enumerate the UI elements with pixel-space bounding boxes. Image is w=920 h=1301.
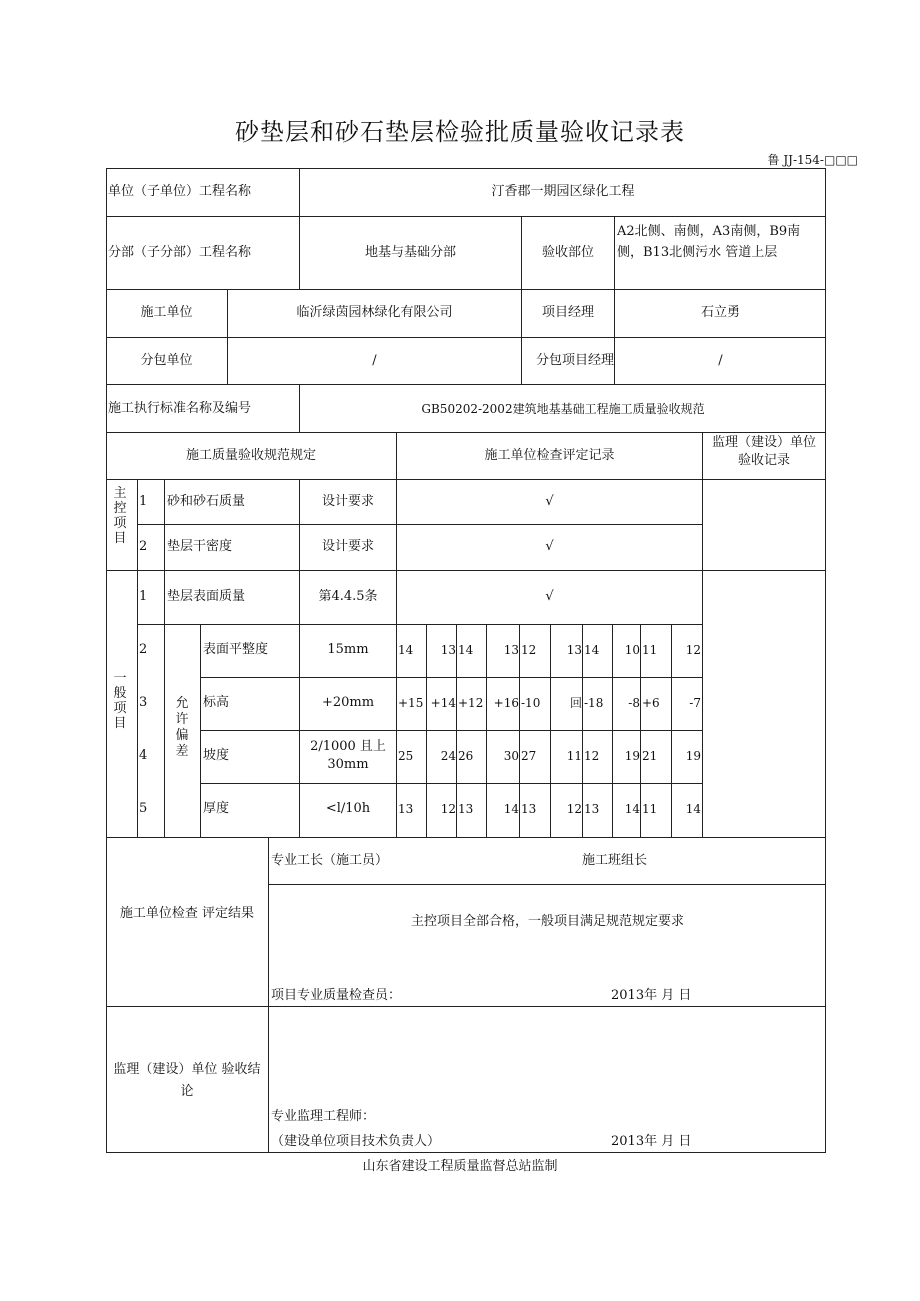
measure-value-cell: +6 — [642, 696, 660, 710]
general-item-1-name: 垫层表面质量 — [167, 589, 246, 604]
subdivision-value: 地基与基础分部 — [364, 245, 456, 260]
general-item-1-req: 第4.4.5条 — [318, 589, 378, 604]
measure-value-cell: 13 — [398, 802, 414, 816]
measure-value-cell: +12 — [458, 696, 484, 710]
contractor-label: 施工单位 — [140, 305, 193, 320]
measure-value-cell: 27 — [521, 749, 537, 763]
contractor-conclusion: 主控项目全部合格，一般项目满足规范规定要求 — [410, 914, 684, 929]
main-item-1-result: √ — [545, 494, 554, 509]
column-supervision: 监理（建设）单位验收记录 — [711, 435, 816, 468]
main-item-2-no: 2 — [139, 539, 148, 554]
measure-row-no: 5 — [139, 801, 148, 816]
measure-value-cell: +14 — [430, 696, 456, 710]
inspection-record-table — [106, 168, 826, 1153]
measure-row-no: 3 — [139, 695, 148, 710]
main-item-1-name: 砂和砂石质量 — [167, 494, 246, 509]
subcontractor-value: / — [372, 353, 377, 368]
main-items-label: 主控项目 — [113, 486, 127, 546]
measure-row-requirement: +20mm — [321, 695, 375, 710]
supervision-date: 2013年 月 日 — [611, 1134, 692, 1149]
measure-value-cell: 14 — [398, 643, 414, 657]
measure-value-cell: 14 — [458, 643, 474, 657]
unit-name-label: 单位（子单位）工程名称 — [108, 184, 252, 199]
acceptance-part-value: A2北侧、南侧，A3南侧，B9南侧，B13北侧污水 管道上层 — [617, 224, 801, 260]
measure-row-name: 坡度 — [203, 748, 230, 763]
measure-row-name: 标高 — [203, 695, 230, 710]
team-leader-label: 施工班组长 — [582, 853, 648, 868]
form-code: 鲁 JJ-154-□□□ — [767, 153, 858, 167]
measure-value-cell: 11 — [566, 749, 582, 763]
measure-value-cell: -18 — [584, 696, 604, 710]
measure-value-cell: +15 — [398, 696, 424, 710]
measure-row-name: 表面平整度 — [203, 642, 269, 657]
sub-pm-label: 分包项目经理 — [535, 353, 614, 368]
measure-value-cell: 13 — [458, 802, 474, 816]
measure-value-cell: 13 — [584, 802, 600, 816]
acceptance-part-label: 验收部位 — [541, 245, 594, 260]
measure-value-cell: 10 — [624, 643, 640, 657]
contractor-date: 2013年 月 日 — [611, 988, 692, 1003]
tolerance-label: 允许偏差 — [175, 696, 189, 759]
measure-value-cell: -8 — [628, 696, 640, 710]
measure-row-requirement: <l/10h — [325, 801, 371, 816]
main-item-2-name: 垫层干密度 — [167, 539, 233, 554]
measure-value-cell: -7 — [689, 696, 701, 710]
measure-value-cell: 11 — [642, 643, 658, 657]
measure-value-cell: -10 — [521, 696, 541, 710]
measure-value-cell: 12 — [685, 643, 701, 657]
foreman-label: 专业工长（施工员） — [271, 853, 389, 868]
general-items-label: 一般项目 — [113, 671, 127, 731]
column-check: 施工单位检查评定记录 — [484, 448, 615, 463]
subdivision-label: 分部（子分部）工程名称 — [108, 245, 252, 260]
measure-value-cell: 14 — [685, 802, 701, 816]
measure-row-no: 4 — [139, 748, 148, 763]
general-item-1-no: 1 — [139, 589, 148, 604]
measure-value-cell: 24 — [440, 749, 456, 763]
standard-label: 施工执行标准名称及编号 — [108, 401, 252, 416]
sub-pm-value: / — [718, 353, 723, 368]
subcontractor-label: 分包单位 — [140, 353, 193, 368]
main-item-1-no: 1 — [139, 494, 148, 509]
measure-value-cell: 14 — [503, 802, 519, 816]
main-item-2-result: √ — [545, 539, 554, 554]
footer-issuer: 山东省建设工程质量监督总站监制 — [362, 1159, 558, 1174]
supervising-engineer-label: 专业监理工程师： — [271, 1109, 376, 1124]
measure-value-cell: 13 — [521, 802, 537, 816]
measure-value-cell: 19 — [685, 749, 701, 763]
measure-row-requirement: 2/1000 且上 30mm — [310, 739, 386, 772]
column-spec: 施工质量验收规范规定 — [185, 448, 316, 463]
measure-value-cell: 13 — [566, 643, 582, 657]
measure-value-cell: 12 — [584, 749, 600, 763]
standard-value: GB50202-2002建筑地基基础工程施工质量验收规范 — [421, 402, 705, 416]
measure-value-cell: 回 — [569, 696, 582, 710]
measure-value-cell: 12 — [521, 643, 537, 657]
measure-value-cell: 14 — [584, 643, 600, 657]
quality-inspector-label: 项目专业质量检查员： — [271, 988, 402, 1003]
main-item-2-req: 设计要求 — [321, 539, 374, 554]
measure-value-cell: 12 — [566, 802, 582, 816]
page-title: 砂垫层和砂石垫层检验批质量验收记录表 — [235, 118, 685, 146]
measure-value-cell: 26 — [458, 749, 474, 763]
measure-value-cell: 19 — [624, 749, 640, 763]
contractor-value: 临沂绿茵园林绿化有限公司 — [296, 305, 453, 320]
owner-tech-leader-label: （建设单位项目技术负责人） — [271, 1134, 441, 1149]
main-item-1-req: 设计要求 — [321, 494, 374, 509]
supervision-conclusion-label: 监理（建设）单位 验收结论 — [113, 1062, 261, 1099]
measure-value-cell: 12 — [440, 802, 456, 816]
contractor-check-label: 施工单位检查 评定结果 — [119, 906, 255, 921]
project-manager-value: 石立勇 — [700, 305, 740, 320]
measure-row-name: 厚度 — [203, 801, 230, 816]
measure-value-cell: 30 — [503, 749, 519, 763]
project-manager-label: 项目经理 — [541, 305, 594, 320]
measure-value-cell: 21 — [642, 749, 658, 763]
measure-value-cell: 14 — [624, 802, 640, 816]
unit-name-value: 汀香郡一期园区绿化工程 — [491, 184, 635, 199]
general-item-1-result: √ — [545, 589, 554, 604]
measure-row-requirement: 15mm — [327, 642, 369, 657]
measure-value-cell: 11 — [642, 802, 658, 816]
measure-value-cell: +16 — [493, 696, 519, 710]
measure-value-cell: 25 — [398, 749, 414, 763]
measure-value-cell: 13 — [440, 643, 456, 657]
measure-row-no: 2 — [139, 642, 148, 657]
measure-value-cell: 13 — [503, 643, 519, 657]
